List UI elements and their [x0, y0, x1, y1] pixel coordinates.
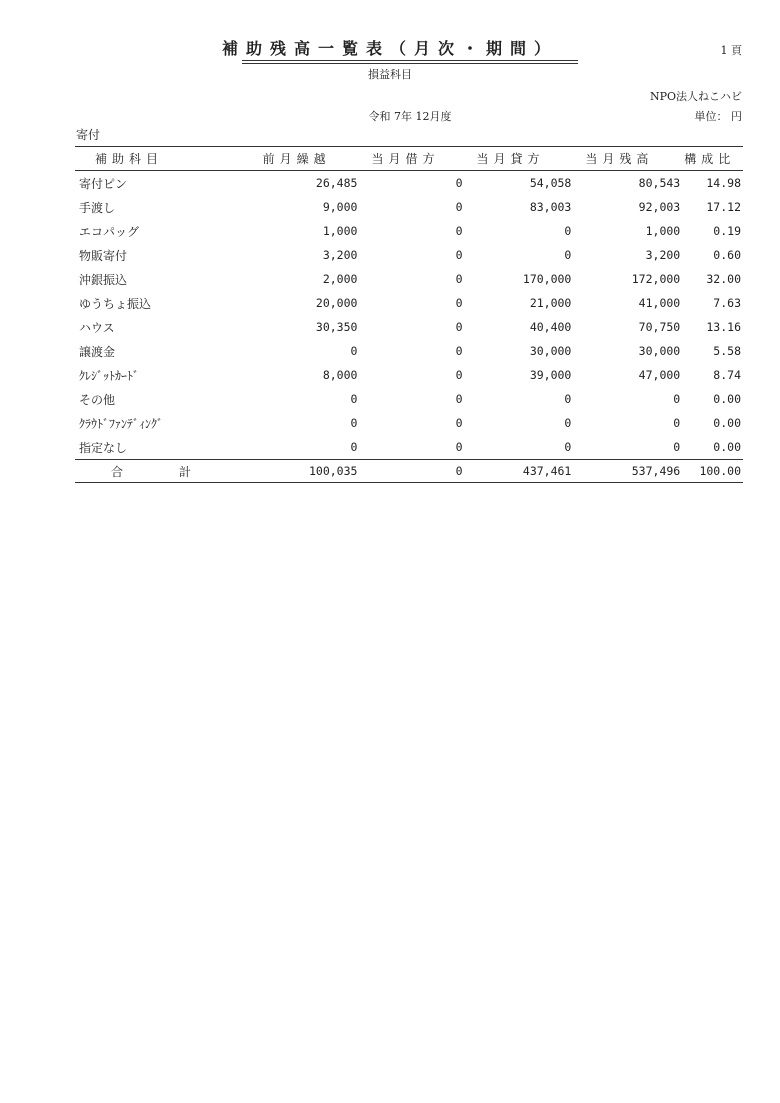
cell-sub-account: 物販寄付: [79, 248, 128, 263]
cell-balance: 92,003: [638, 200, 681, 214]
table-row: [75, 291, 743, 315]
report-title: 補助残高一覧表（月次・期間）: [221, 39, 558, 58]
cell-debit: 0: [455, 440, 463, 454]
cell-debit: 0: [455, 248, 463, 262]
cell-balance: 172,000: [631, 272, 681, 286]
cell-prev-balance: 9,000: [322, 200, 358, 214]
cell-ratio: 8.74: [713, 368, 741, 382]
cell-ratio: 0.00: [713, 440, 741, 454]
report-subtitle: 損益科目: [368, 68, 412, 81]
cell-balance: 47,000: [638, 368, 681, 382]
cell-prev-balance: 0: [350, 440, 358, 454]
total-credit: 437,461: [467, 460, 576, 483]
organization-name: NPO法人ねこハビ: [649, 90, 742, 103]
cell-balance: 3,200: [645, 248, 681, 262]
col-header-debit: 当月借方: [361, 147, 466, 171]
cell-debit: 0: [455, 224, 463, 238]
col-header-credit: 当月貸方: [467, 147, 576, 171]
col-header-ratio: 構成比: [684, 147, 743, 171]
cell-prev-balance: 26,485: [315, 176, 358, 190]
cell-debit: 0: [455, 320, 463, 334]
table-row: [75, 243, 743, 267]
total-label-char-1: 合: [111, 464, 124, 479]
table-row: [75, 339, 743, 363]
cell-credit: 0: [564, 440, 572, 454]
cell-debit: 0: [455, 200, 463, 214]
cell-balance: 0: [673, 440, 681, 454]
sub-account-balance-table: [75, 146, 743, 483]
table-row: [75, 387, 743, 411]
cell-ratio: 13.16: [706, 320, 741, 334]
cell-sub-account: その他: [79, 392, 116, 407]
cell-credit: 21,000: [529, 296, 572, 310]
cell-debit: 0: [455, 272, 463, 286]
cell-balance: 41,000: [638, 296, 681, 310]
cell-prev-balance: 1,000: [322, 224, 358, 238]
table-row: [75, 219, 743, 243]
cell-balance: 30,000: [638, 344, 681, 358]
col-header-prev-balance: 前月繰越: [253, 147, 362, 171]
cell-ratio: 0.00: [713, 392, 741, 406]
cell-ratio: 7.63: [713, 296, 741, 310]
total-label: [75, 460, 253, 483]
cell-sub-account: ｸﾚｼﾞｯﾄｶｰﾄﾞ: [79, 368, 140, 383]
cell-sub-account: 沖銀振込: [79, 272, 128, 287]
table-row: [75, 195, 743, 219]
col-header-sub-account: 補助科目: [75, 147, 253, 171]
cell-balance: 80,543: [638, 176, 681, 190]
cell-credit: 83,003: [529, 200, 572, 214]
cell-sub-account: ｸﾗｳﾄﾞﾌｧﾝﾃﾞｨﾝｸﾞ: [79, 416, 164, 431]
cell-ratio: 0.60: [713, 248, 741, 262]
cell-ratio: 0.19: [713, 224, 741, 238]
cell-credit: 0: [564, 224, 572, 238]
cell-prev-balance: 0: [350, 392, 358, 406]
cell-credit: 0: [564, 392, 572, 406]
cell-ratio: 0.00: [713, 416, 741, 430]
cell-sub-account: 譲渡金: [79, 344, 116, 359]
total-label-char-2: 計: [179, 464, 192, 479]
cell-debit: 0: [455, 344, 463, 358]
cell-credit: 54,058: [529, 176, 572, 190]
cell-balance: 0: [673, 392, 681, 406]
title-underline-bottom: [242, 63, 578, 64]
cell-sub-account: 指定なし: [79, 440, 128, 455]
cell-credit: 0: [564, 416, 572, 430]
cell-prev-balance: 30,350: [315, 320, 358, 334]
cell-balance: 1,000: [645, 224, 681, 238]
cell-prev-balance: 2,000: [322, 272, 358, 286]
cell-credit: 0: [564, 248, 572, 262]
cell-debit: 0: [455, 296, 463, 310]
cell-ratio: 32.00: [706, 272, 741, 286]
table-row: [75, 171, 743, 196]
cell-prev-balance: 8,000: [322, 368, 358, 382]
cell-credit: 40,400: [529, 320, 572, 334]
table-row: [75, 315, 743, 339]
cell-credit: 39,000: [529, 368, 572, 382]
cell-prev-balance: 20,000: [315, 296, 358, 310]
cell-prev-balance: 0: [350, 344, 358, 358]
cell-sub-account: エコパッグ: [79, 224, 140, 239]
cell-prev-balance: 3,200: [322, 248, 358, 262]
cell-debit: 0: [455, 392, 463, 406]
table-row: [75, 267, 743, 291]
total-debit: 0: [361, 460, 466, 483]
total-row: [75, 460, 743, 483]
title-underline-top: [242, 60, 578, 61]
total-balance: 537,496: [575, 460, 684, 483]
cell-balance: 70,750: [638, 320, 681, 334]
currency-unit: 単位： 円: [694, 110, 742, 123]
cell-sub-account: ゆうちょ振込: [79, 296, 152, 311]
cell-sub-account: 手渡し: [79, 200, 116, 215]
cell-credit: 170,000: [522, 272, 572, 286]
table-row: [75, 363, 743, 387]
account-name: 寄付: [76, 128, 101, 142]
total-prev-balance: 100,035: [253, 460, 362, 483]
table-header-row: [75, 147, 743, 171]
page-number: 1 頁: [720, 44, 742, 57]
cell-sub-account: 寄付ピン: [79, 176, 128, 191]
cell-debit: 0: [455, 176, 463, 190]
total-ratio: 100.00: [684, 460, 743, 483]
cell-ratio: 5.58: [713, 344, 741, 358]
cell-balance: 0: [673, 416, 681, 430]
cell-ratio: 17.12: [706, 200, 741, 214]
table-row: [75, 411, 743, 435]
cell-credit: 30,000: [529, 344, 572, 358]
cell-debit: 0: [455, 368, 463, 382]
cell-sub-account: ハウス: [79, 320, 115, 335]
cell-prev-balance: 0: [350, 416, 358, 430]
table-row: [75, 435, 743, 460]
cell-ratio: 14.98: [706, 176, 741, 190]
cell-debit: 0: [455, 416, 463, 430]
col-header-balance: 当月残高: [575, 147, 684, 171]
report-period: 令和 7年 12月度: [368, 110, 452, 123]
